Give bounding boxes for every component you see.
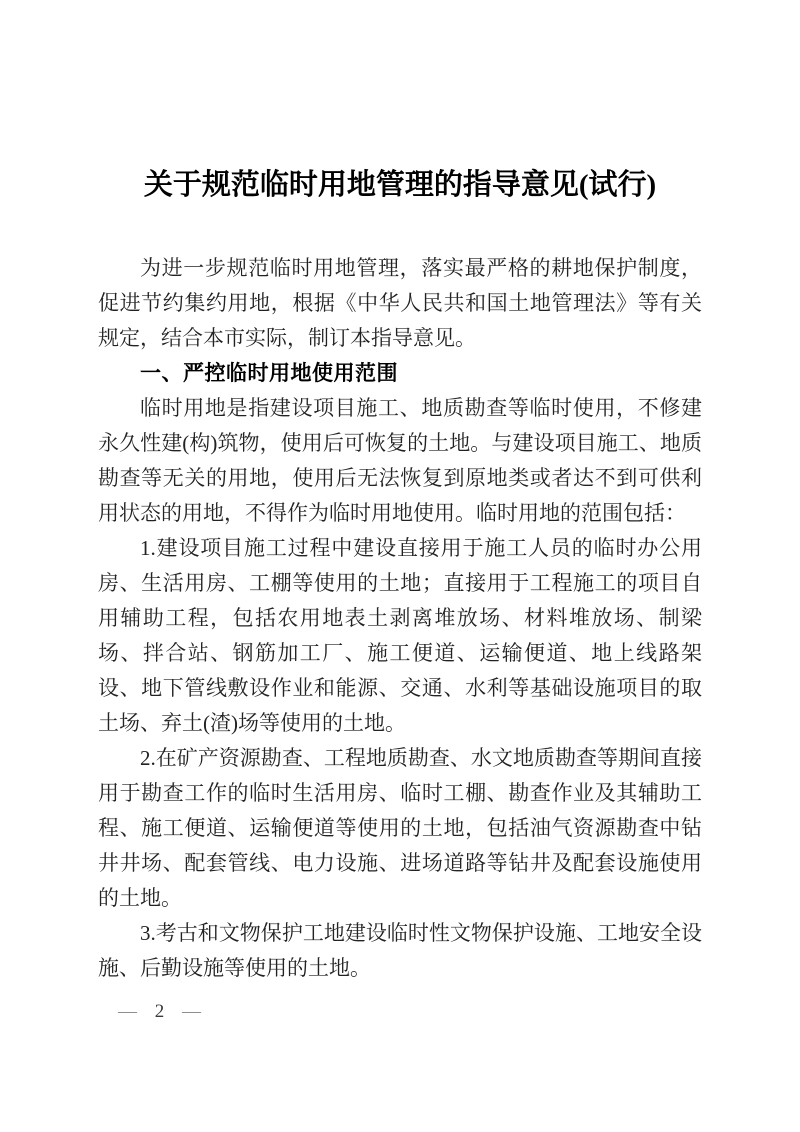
paragraph: 3.考古和文物保护工地建设临时性文物保护设施、工地安全设施、后勤设施等使用的土地。 [98, 921, 702, 980]
page-number: 2 [154, 1001, 165, 1022]
footer-dash-left: — [118, 1001, 137, 1022]
paragraph: 为进一步规范临时用地管理，落实最严格的耕地保护制度，促进节约集约用地，根据《中华人民共和国土地管理法》等有关规定，结合本市实际，制订本指导意见。 [98, 256, 702, 350]
section-heading: 一、严控临时用地使用范围 [140, 362, 398, 385]
paragraph: 1.建设项目施工过程中建设直接用于施工人员的临时办公用房、生活用房、工棚等使用的土地；直接用于工程施工的项目自用辅助工程，包括农用地表土剥离堆放场、材料堆放场、制梁场、拌合站、钢筋加工厂、施工便道、运输便道、地上线路架设、地下管线敷设作业和能源、交通、水利等基础设施项目的取土场、弃土(渣)场等使用的土地。 [98, 536, 702, 735]
footer-dash-right: — [182, 1001, 201, 1022]
document-title: 关于规范临时用地管理的指导意见(试行) [143, 169, 657, 201]
paragraph: 临时用地是指建设项目施工、地质勘查等临时使用，不修建永久性建(构)筑物，使用后可恢复的土地。与建设项目施工、地质勘查等无关的用地，使用后无法恢复到原地类或者达不到可供利用状态的用地，不得作为临时用地使用。临时用地的范围包括： [98, 396, 702, 525]
document-body [98, 251, 702, 986]
page-footer [118, 997, 201, 1027]
paragraph: 2.在矿产资源勘查、工程地质勘查、水文地质勘查等期间直接用于勘查工作的临时生活用房、临时工棚、勘查作业及其辅助工程、施工便道、运输便道等使用的土地，包括油气资源勘查中钻井井场、配套管线、电力设施、进场道路等钻井及配套设施使用的土地。 [98, 746, 702, 910]
